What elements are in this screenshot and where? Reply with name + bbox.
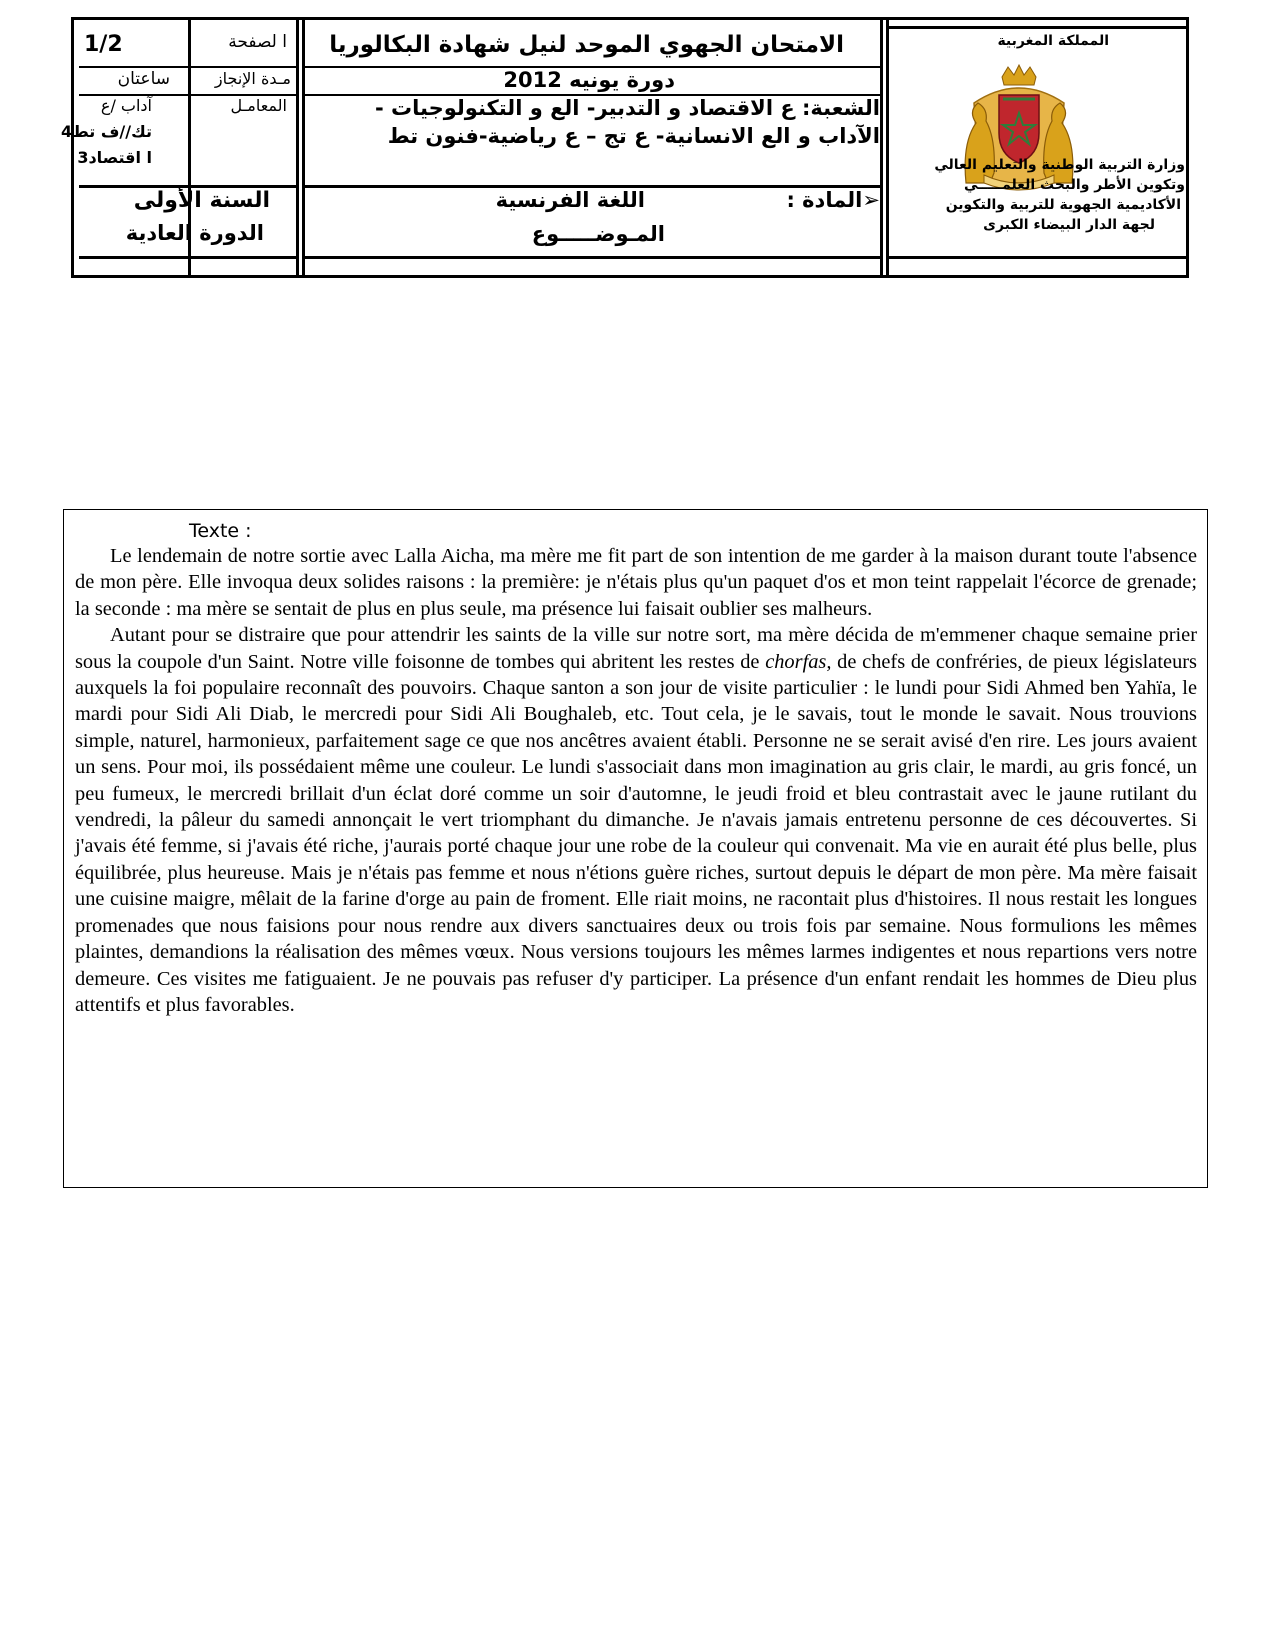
divider [79,256,296,259]
academy-line: الأكاديمية الجهوية للتربية والتكوين [945,197,1181,213]
page-number-cell [82,30,186,64]
branch-line: الشعبة: ع الاقتصاد و التدبير- الع و التكنولوجيات - [375,96,880,120]
coefficient-label: المعامـل [230,96,287,115]
subject-cell [305,188,880,222]
duration-value: ساعتان [117,69,170,89]
subject-value: اللغة الفرنسية [495,188,645,212]
branch-line: الآداب و الع الانسانية- ع تج – ع رياضية-فنون تط [387,124,880,148]
paragraph-2-part: Autant pour se distraire que pour attendrir les saints de la ville sur notre sort, ma mère décida de m'emmener chaque semaine prier sous la coupole d'un Saint. Notre ville foisonne de tombes qui abritent les restes de [75,624,1197,673]
paragraph-2 [75,622,1197,1018]
coefficient-label-cell [191,96,295,184]
text-passage-box [63,509,1208,1188]
text-label: Texte : [189,520,252,542]
exam-header [60,17,1189,278]
year-level: السنة الأولى [133,188,270,213]
exam-title: الامتحان الجهوي الموحد لنيل شهادة البكالوريا [329,32,844,58]
institution-cell [889,29,1189,255]
duration-label: مـدة الإنجاز [214,69,291,88]
branch-cell [305,96,880,184]
subject-label: ➢المادة : [786,188,880,212]
moroccan-coat-of-arms-icon [954,63,1084,193]
coefficient-values-cell [60,96,186,184]
passage [75,543,1197,1018]
paragraph-1: Le lendemain de notre sortie avec Lalla Aicha, ma mère me fit part de son intention de me garder à la maison durant toute l'absence de mon père. Elle invoqua deux solides raisons : la première: je n'étais plus qu'un paquet d'os et mon teint rappelait l'écorce de grenade; la seconde : ma mère se sentait de plus en plus seule, ma présence lui faisait oublier ses malheurs. [75,545,1197,620]
subject-label-text: المادة : [786,188,863,212]
coefficient-line: آداب /ع [100,96,152,115]
paragraph-2-part: de chefs de confréries, de pieux législateurs auxquels la foi populaire reconnaît des pouvoirs. Chaque santon a son jour de visite particulier : le lundi pour Sidi Ahmed ben Yahïa, le mardi pour Sidi Ali Diab, le mercredi pour Sidi Ali Boughaleb, etc. Tout cela, je le savais, tout le monde le savait. Nous trouvions simple, naturel, harmonieux, parfaitement sage ce que nos ancêtres avaient établi. Personne ne se serait avisé d'en rire. Les jours avaient un sens. Pour moi, ils possédaient même une couleur. Le lundi s'associait dans mon imagination au gris clair, le mardi, au gris foncé, un peu fumeux, le mercredi brillait d'un éclat doré comme un soir d'automne, le jeudi froid et bleu contrastait avec le jaune rutilant du vendredi, la pâleur du samedi annonçait le vert triomphant du dimanche. Je n'avais jamais entretenu personne de ces découvertes. Si j'avais été femme, si j'avais été riche, j'aurais porté chaque jour une robe de la couleur qui convenait. Ma vie en aurait été plus belle, plus équilibrée, plus heureuse. Mais je n'étais pas femme et nous n'étions guère riches, surtout depuis le départ de mon père. Ma mère faisait une cuisine maigre, mêlait de la farine d'orge au pain de froment. Elle riait moins, ne racontait plus d'histoires. Il nous restait les longues promenades que nous faisions pour nous rendre aux divers sanctuaires deux ou trois fois par semaine. Nous formulions les mêmes plaintes, demandions la réalisation des mêmes vœux. Nous versions toujours les mêmes larmes indigentes et nous repartions vers notre demeure. Ces visites me fatiguaient. Je ne pouvais pas refuser d'y participer. La présence d'un enfant rendait les hommes de Dieu plus attentifs et plus favorables. [75,650,1197,1016]
academy-line: لجهة الدار البيضاء الكبرى [983,217,1155,233]
session-cell [305,68,880,94]
page-number: 1/2 [84,32,123,57]
session-type: الدورة العادية [125,221,264,245]
ministry-line: وزارة التربية الوطنية والتعليم العالي [934,157,1185,173]
session-year: دورة يونيه 2012 [503,68,675,92]
divider [880,20,883,275]
paragraph-2-italic: chorfas, [765,650,832,673]
exam-title-cell [305,28,880,66]
ministry-line: وتكوين الأطر والبحث العلمـــــي [963,177,1185,193]
kingdom-name: المملكة المغربية [997,33,1109,49]
page-label: ا لصفحة [228,32,287,52]
divider [296,20,299,275]
duration-label-cell [191,68,295,94]
topic-cell [305,222,880,254]
duration-value-cell [82,68,186,94]
topic-title: المـوضـــــوع [531,222,665,246]
page-label-cell [191,30,295,64]
level-cell [82,188,296,254]
coefficient-line: تك//ف تط4 [60,122,152,141]
divider [889,256,1189,259]
coefficient-line: ا اقتصاد3 [77,148,152,167]
divider [305,256,880,259]
